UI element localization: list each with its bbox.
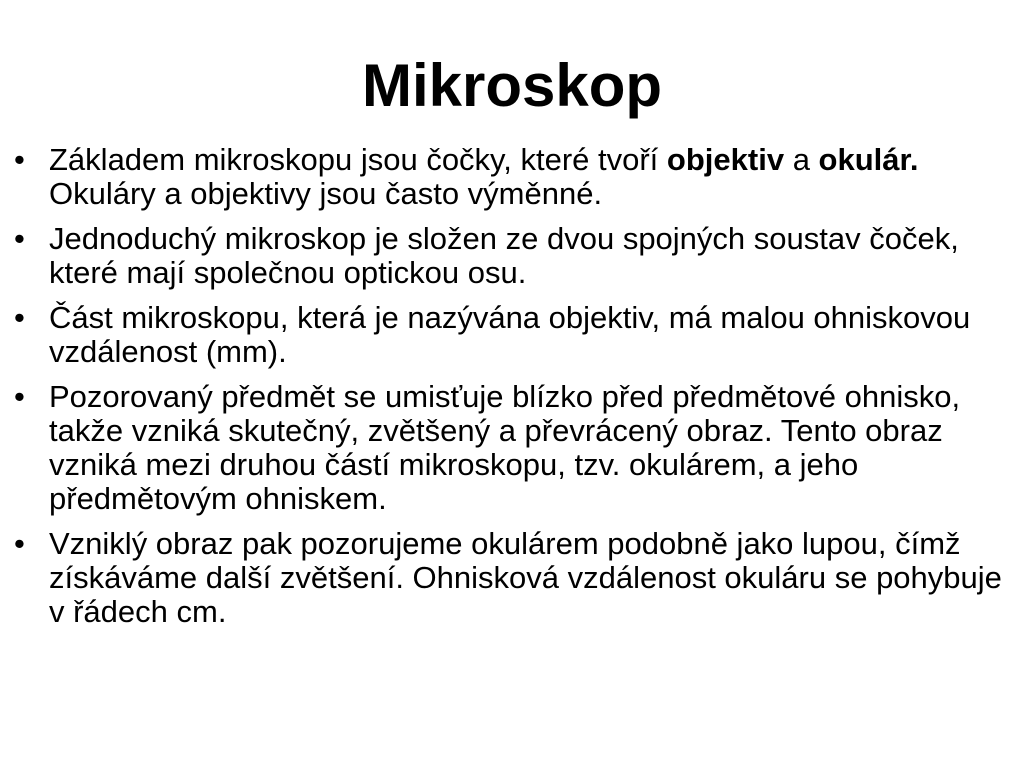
bullet-marker: •: [14, 379, 25, 414]
bullet-text: Jednoduchý mikroskop je složen ze dvou spojných soustav čoček, které mají společnou optickou osu.: [49, 221, 959, 290]
bullet-text: Pozorovaný předmět se umisťuje blízko před předmětové ohnisko, takže vzniká skutečný, zvětšený a převrácený obraz. Tento obraz vzniká mezi druhou částí mikroskopu, tzv. okulárem, a jeho předmětovým ohniskem.: [49, 379, 961, 516]
bullet-item: [14, 380, 1018, 516]
bullet-text-bold-okular: okulár.: [818, 142, 919, 177]
bullet-list: [14, 143, 1018, 640]
bullet-text-bold-objektiv: objektiv: [666, 142, 785, 177]
bullet-text-segment: Okuláry a objektivy jsou často výměnné.: [49, 176, 603, 211]
bullet-text: Vzniklý obraz pak pozorujeme okulárem podobně jako lupou, čímž získáváme další zvětšení. Ohnisková vzdálenost okuláru se pohybuje v řádech cm.: [49, 526, 1002, 629]
bullet-text-segment: Základem mikroskopu jsou čočky, které tvoří: [49, 142, 667, 177]
bullet-item: [14, 301, 1018, 369]
bullet-item: [14, 222, 1018, 290]
bullet-text: [49, 142, 918, 211]
bullet-text: Část mikroskopu, která je nazývána objektiv, má malou ohniskovou vzdálenost (mm).: [49, 300, 971, 369]
bullet-item: [14, 143, 1018, 211]
bullet-marker: •: [14, 300, 25, 335]
bullet-item: [14, 527, 1018, 629]
bullet-marker: •: [14, 221, 25, 256]
slide-title: Mikroskop: [361, 52, 663, 119]
bullet-marker: •: [14, 526, 25, 561]
bullet-text-segment: a: [784, 142, 819, 177]
bullet-marker: •: [14, 142, 25, 177]
